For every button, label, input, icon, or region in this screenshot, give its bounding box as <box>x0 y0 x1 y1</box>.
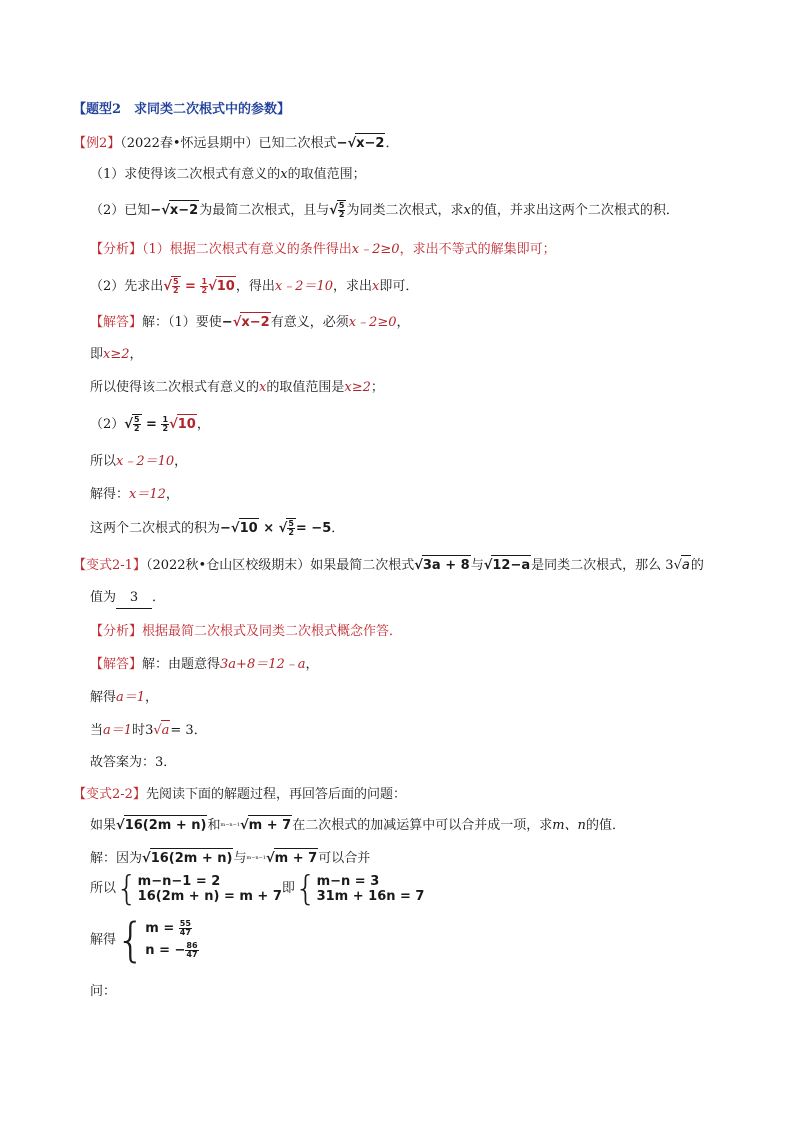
variant-tag: 【变式2-1】 <box>73 558 146 573</box>
variant21-solution-1: 【解答】解：由题意得3a+8＝12﹣a， <box>90 657 319 672</box>
variant21-solution-3: 当a＝1时3√a= 3． <box>90 720 207 741</box>
variant22-problem: 如果√16(2m + n)和$^{m-n-1}$√m + 7在二次根式的加减运算中可以合并成一项，求m、n的值． <box>90 815 625 836</box>
solution-7: 这两个二次根式的积为−√10 × √ $\frac{5}{2}$ = −5． <box>90 519 345 537</box>
question-1: （1）求使得该二次根式有意义的x的取值范围； <box>90 167 366 182</box>
solution-4: （2）√ $\frac{5}{2}$ = $\frac{1}{2}$ √10， <box>90 415 210 433</box>
solution-1: 【解答】解：（1）要使−√x−2有意义，必须x﹣2≥0， <box>90 312 410 333</box>
example-tag: 【例2】 <box>73 136 121 151</box>
answer-blank: 3 <box>116 588 152 609</box>
example2-stem: 【例2】（2022春•怀远县期中）已知二次根式−√x−2． <box>73 133 398 154</box>
solution-5: 所以x﹣2＝10， <box>90 454 188 469</box>
variant21-stem: 【变式2-1】（2022秋•仓山区校级期末）如果最简二次根式√3a + 8与√12−a是同类二次根式，那么 3√a的 <box>73 555 704 576</box>
variant21-analysis: 【分析】根据最简二次根式及同类二次根式概念作答． <box>90 624 403 639</box>
radical-five-halves: √ $\frac{5}{2}$ <box>329 201 345 219</box>
solution-3: 所以使得该二次根式有意义的x的取值范围是x≥2； <box>90 380 384 395</box>
radical-x-minus-2: √x−2 <box>347 133 385 154</box>
solution-6: 解得：x＝12， <box>90 487 179 502</box>
variant21-solution-2: 解得a＝1， <box>90 690 159 705</box>
variant22-question: 问： <box>90 984 117 999</box>
variant22-step1: 解：因为√16(2m + n)与$^{m-n-1}$√m + 7可以合并 <box>90 848 370 869</box>
variant22-step2: 所以{ m−n−1 = 2 16(2m + n) = m + 7 即{ m−n = 3 31m + 16n = 7 <box>90 868 425 909</box>
variant22-intro: 【变式2-2】先阅读下面的解题过程，再回答后面的问题： <box>73 787 406 802</box>
analysis-2: （2）先求出√ $\frac{5}{2}$ = $\frac{1}{2}$ √10，得出x﹣2＝10，求出x即可． <box>90 277 419 295</box>
question-2: （2）已知−√x−2为最简二次根式，且与√ $\frac{5}{2}$ 为同类二次根式，求x的值，并求出这两个二次根式的积． <box>90 201 679 219</box>
analysis-tag: 【分析】 <box>90 242 143 257</box>
solution-2: 即x≥2， <box>90 347 143 362</box>
solution-tag: 【解答】 <box>90 315 143 330</box>
example-source: （2022春•怀远县期中） <box>120 136 259 151</box>
neg-sign: − <box>336 136 348 151</box>
section-heading: 【题型2 求同类二次根式中的参数】 <box>73 102 291 117</box>
variant21-solution-4: 故答案为：3． <box>90 755 177 770</box>
stem-text: 已知二次根式 <box>258 136 337 151</box>
radical-x-minus-2: √x−2 <box>161 200 199 221</box>
variant22-step3: 解得{ m = $\frac{55}{47}$ n = − $\frac{86}{47}$ <box>90 913 198 967</box>
analysis-1: 【分析】（1）根据二次根式有意义的条件得出x﹣2≥0，求出不等式的解集即可； <box>90 242 556 257</box>
variant-tag: 【变式2-2】 <box>73 787 146 802</box>
variant21-line2: 值为 3 ． <box>90 588 165 609</box>
